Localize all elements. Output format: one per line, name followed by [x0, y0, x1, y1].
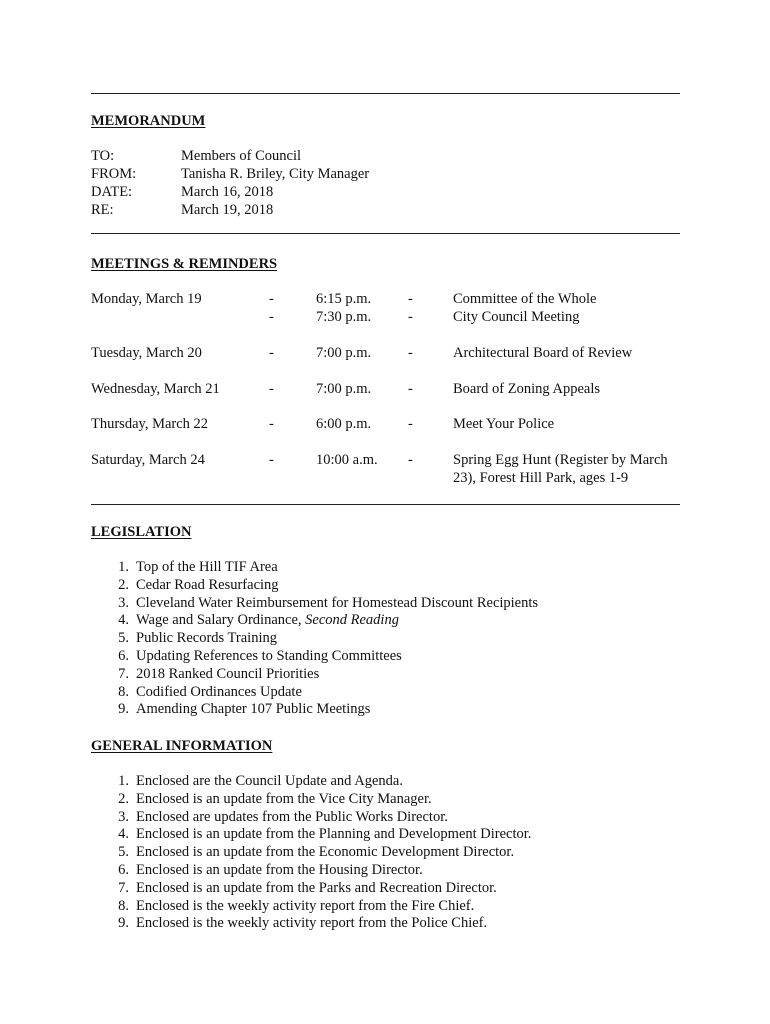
meeting-event: Architectural Board of Review	[453, 345, 633, 361]
legislation-list	[91, 558, 538, 718]
item-number: 7.	[118, 665, 129, 682]
meeting-entry	[91, 344, 680, 362]
meeting-time: 6:15 p.m.	[316, 291, 372, 307]
item-text: Enclosed is the weekly activity report from the Fire Chief.	[136, 897, 475, 914]
dash: -	[408, 381, 413, 397]
item-number: 4.	[118, 612, 129, 629]
meeting-thursday	[91, 415, 680, 433]
list-item	[91, 914, 531, 932]
meeting-entry	[91, 380, 680, 398]
item-number: 1.	[118, 559, 129, 575]
list-item	[91, 611, 538, 629]
meetings-rule	[91, 504, 680, 505]
item-text: Public Records Training	[136, 630, 277, 647]
meeting-event: City Council Meeting	[453, 309, 580, 325]
item-number: 3.	[118, 808, 129, 825]
meeting-entry	[91, 451, 680, 486]
dash: -	[408, 309, 413, 325]
meeting-day: Thursday, March 22	[91, 416, 209, 432]
item-number: 2.	[118, 576, 129, 593]
item-text: Top of the Hill TIF Area	[136, 559, 278, 575]
list-item	[91, 772, 531, 790]
list-item	[91, 665, 538, 683]
memo-title: MEMORANDUM	[91, 113, 206, 129]
item-text: Cedar Road Resurfacing	[136, 576, 279, 593]
meeting-monday	[91, 290, 680, 326]
item-number: 3.	[118, 594, 129, 611]
meeting-day: Wednesday, March 21	[91, 381, 220, 397]
dash: -	[269, 309, 274, 325]
meeting-time: 7:00 p.m.	[316, 381, 372, 397]
item-number: 6.	[118, 647, 129, 664]
dash: -	[269, 381, 274, 397]
item-text: Enclosed are the Council Update and Agenda.	[136, 773, 403, 789]
meeting-time: 7:00 p.m.	[316, 345, 372, 361]
meeting-event: Meet Your Police	[453, 416, 555, 432]
header-value: March 16, 2018	[181, 184, 274, 200]
meeting-event: Spring Egg Hunt (Register by March 23), Forest Hill Park, ages 1-9	[453, 452, 668, 486]
item-number: 4.	[118, 826, 129, 843]
list-item	[91, 808, 531, 826]
meeting-entry	[91, 290, 680, 308]
meeting-time: 10:00 a.m.	[316, 452, 378, 468]
dash: -	[269, 416, 274, 432]
item-number: 2.	[118, 790, 129, 807]
list-item	[91, 594, 538, 612]
list-item	[91, 879, 531, 897]
item-text: 2018 Ranked Council Priorities	[136, 665, 320, 682]
top-rule	[91, 93, 680, 94]
meeting-event: Board of Zoning Appeals	[453, 381, 600, 397]
item-text: Updating References to Standing Committees	[136, 647, 402, 664]
meeting-time: 7:30 p.m.	[316, 309, 372, 325]
item-text: Enclosed is the weekly activity report from the Police Chief.	[136, 915, 488, 932]
meeting-entry	[91, 308, 680, 326]
dash: -	[269, 291, 274, 307]
meeting-tuesday	[91, 344, 680, 362]
item-italic-text: Second Reading	[305, 612, 399, 629]
dash: -	[408, 345, 413, 361]
item-text: Enclosed is an update from the Parks and Recreation Director.	[136, 879, 497, 896]
item-number: 6.	[118, 861, 129, 878]
item-text: Wage and Salary Ordinance,	[136, 612, 306, 629]
item-text: Amending Chapter 107 Public Meetings	[136, 701, 371, 718]
item-number: 5.	[118, 844, 129, 861]
dash: -	[408, 416, 413, 432]
dash: -	[269, 345, 274, 361]
header-value: Members of Council	[181, 148, 302, 164]
list-item	[91, 897, 531, 915]
list-item	[91, 825, 531, 843]
meeting-entry	[91, 415, 680, 433]
list-item	[91, 861, 531, 879]
header-value: Tanisha R. Briley, City Manager	[181, 166, 370, 182]
list-item	[91, 576, 538, 594]
item-number: 9.	[118, 701, 129, 718]
meeting-wednesday	[91, 380, 680, 398]
meeting-day: Saturday, March 24	[91, 452, 205, 468]
item-text: Enclosed is an update from the Housing Director.	[136, 861, 423, 878]
item-text: Enclosed is an update from the Economic Development Director.	[136, 844, 515, 861]
item-text: Codified Ordinances Update	[136, 683, 302, 700]
item-text: Enclosed is an update from the Planning and Development Director.	[136, 826, 532, 843]
header-value: March 19, 2018	[181, 202, 274, 218]
item-number: 8.	[118, 897, 129, 914]
list-item	[91, 683, 538, 701]
general-info-heading: GENERAL INFORMATION	[91, 738, 273, 754]
header-key: FROM:	[91, 166, 137, 182]
meeting-day: Tuesday, March 20	[91, 345, 202, 361]
list-item	[91, 558, 538, 576]
header-key: DATE:	[91, 184, 133, 200]
item-number: 5.	[118, 630, 129, 647]
header-rule	[91, 233, 680, 234]
header-key: TO:	[91, 148, 115, 164]
item-number: 9.	[118, 915, 129, 932]
list-item	[91, 629, 538, 647]
general-info-list	[91, 772, 531, 932]
item-number: 8.	[118, 683, 129, 700]
item-number: 1.	[118, 773, 129, 789]
list-item	[91, 647, 538, 665]
header-key: RE:	[91, 202, 114, 218]
legislation-heading: LEGISLATION	[91, 524, 192, 540]
dash: -	[408, 291, 413, 307]
list-item	[91, 790, 531, 808]
list-item	[91, 700, 538, 718]
dash: -	[408, 452, 413, 468]
meeting-event: Committee of the Whole	[453, 291, 597, 307]
item-number: 7.	[118, 879, 129, 896]
item-text: Cleveland Water Reimbursement for Homestead Discount Recipients	[136, 594, 539, 611]
meetings-heading: MEETINGS & REMINDERS	[91, 256, 278, 272]
list-item	[91, 843, 531, 861]
meeting-saturday	[91, 451, 680, 486]
item-text: Enclosed is an update from the Vice City Manager.	[136, 790, 432, 807]
meeting-day: Monday, March 19	[91, 291, 202, 307]
meeting-time: 6:00 p.m.	[316, 416, 372, 432]
dash: -	[269, 452, 274, 468]
item-text: Enclosed are updates from the Public Works Director.	[136, 808, 448, 825]
